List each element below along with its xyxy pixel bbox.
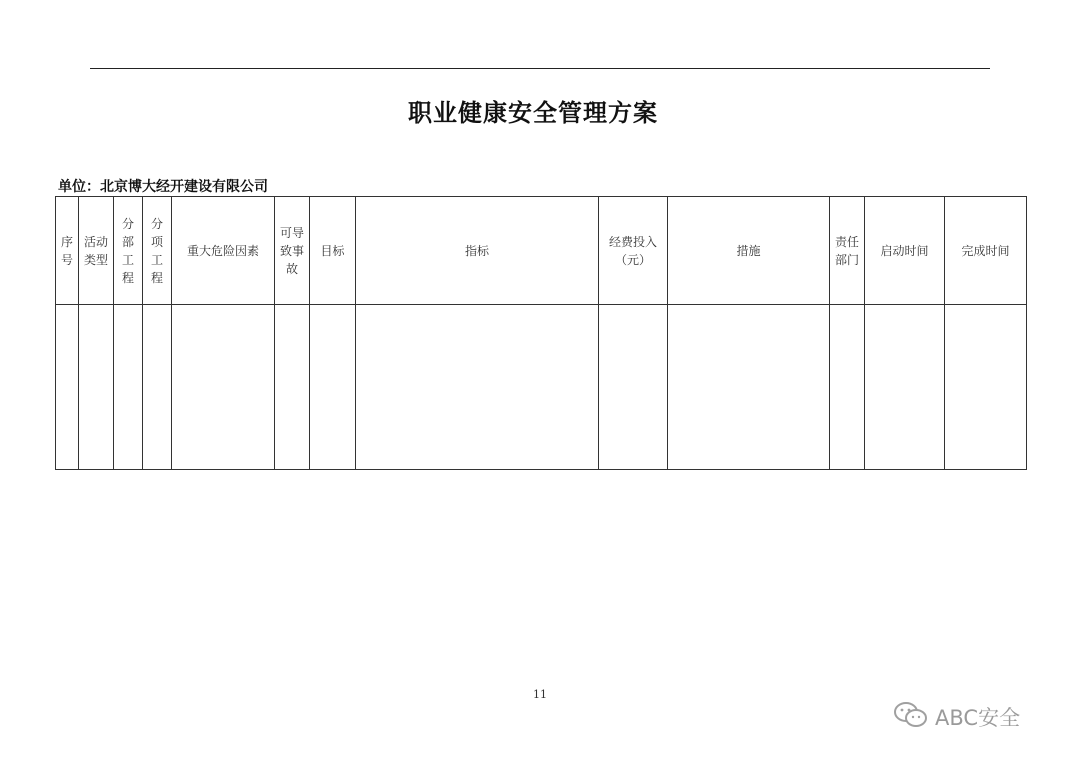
table-cell	[310, 305, 356, 470]
table-cell	[668, 305, 830, 470]
table-header-row	[56, 197, 1027, 305]
header-cell-major-hazard: 重大危险因素	[172, 197, 275, 305]
header-cell-target: 目标	[310, 197, 356, 305]
watermark-text: ABC安全	[935, 706, 1021, 730]
plan-table	[55, 196, 1027, 470]
table-cell	[172, 305, 275, 470]
unit-line: 单位：北京博大经开建设有限公司	[58, 179, 268, 195]
header-cell-possible-accident: 可导致事故	[275, 197, 310, 305]
header-cell-activity-type: 活动类型	[79, 197, 114, 305]
header-cell-measures: 措施	[668, 197, 830, 305]
header-cell-indicator: 指标	[356, 197, 599, 305]
header-cell-responsible-dept: 责任部门	[830, 197, 865, 305]
table-cell	[356, 305, 599, 470]
table-cell	[830, 305, 865, 470]
table-row	[56, 305, 1027, 470]
header-cell-budget: 经费投入（元）	[599, 197, 668, 305]
header-cell-subdivision: 分项工程	[143, 197, 172, 305]
table-cell	[114, 305, 143, 470]
table-cell	[79, 305, 114, 470]
table-cell	[275, 305, 310, 470]
wechat-icon	[893, 700, 929, 734]
header-cell-end-time: 完成时间	[945, 197, 1027, 305]
top-rule	[90, 68, 990, 69]
table-cell	[143, 305, 172, 470]
page-number: 11	[533, 688, 547, 701]
table-cell	[56, 305, 79, 470]
header-cell-start-time: 启动时间	[865, 197, 945, 305]
watermark	[893, 700, 1020, 734]
table-cell	[945, 305, 1027, 470]
page-title: 职业健康安全管理方案	[408, 99, 658, 127]
header-cell-index: 序号	[56, 197, 79, 305]
table-cell	[599, 305, 668, 470]
header-cell-division: 分部工程	[114, 197, 143, 305]
table-cell	[865, 305, 945, 470]
